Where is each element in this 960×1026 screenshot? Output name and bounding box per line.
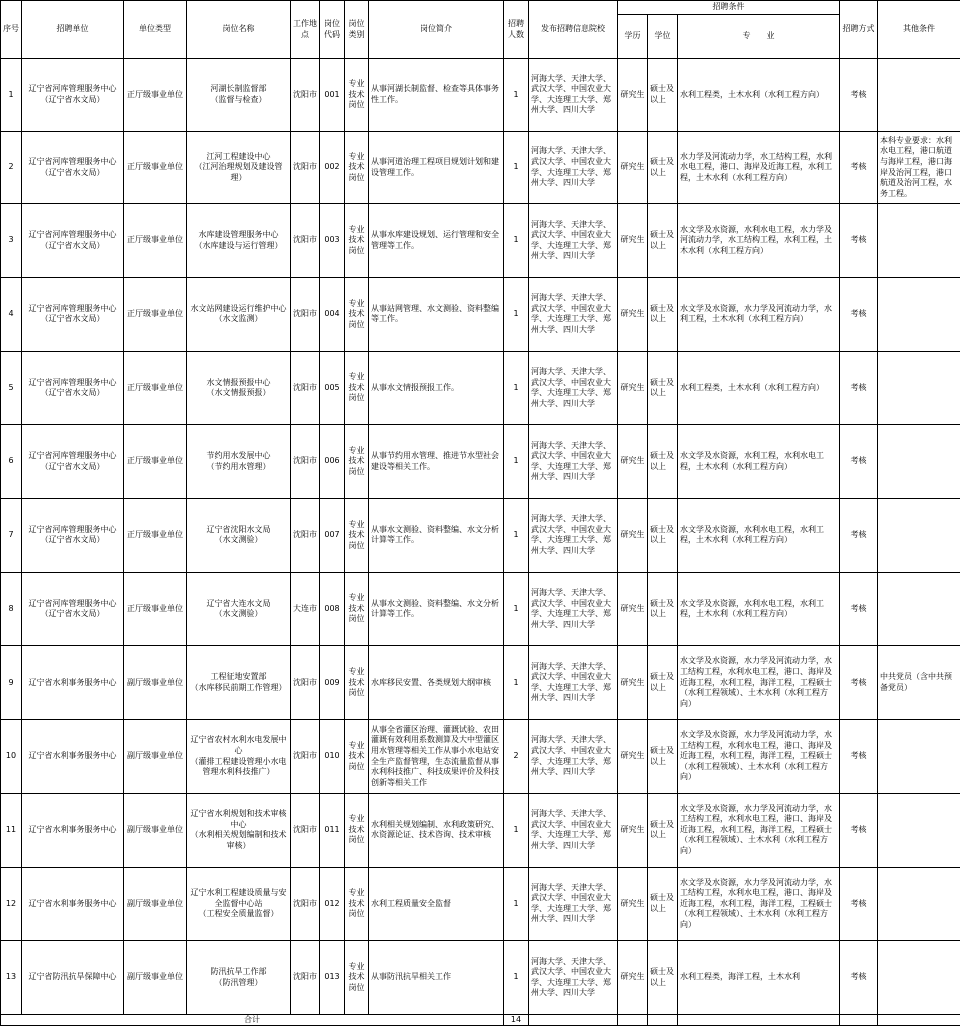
seq-cell: 8 <box>1 572 22 646</box>
seq-cell: 10 <box>1 720 22 794</box>
unit-type-cell: 副厅级事业单位 <box>124 941 187 1015</box>
post-name-cell: 水文情报预报中心 （水文情报预报） <box>187 351 291 425</box>
post-name-cell: 辽宁水利工程建设质量与安全监督中心站 （工程安全质量监督） <box>187 867 291 941</box>
other-cell: 中共党员（含中共预备党员） <box>878 646 960 720</box>
post-category-cell: 专业技术岗位 <box>345 425 369 499</box>
schools-cell: 河海大学、天津大学、武汉大学、中国农业大学、大连理工大学、郑州大学、四川大学 <box>529 278 618 352</box>
schools-cell: 河海大学、天津大学、武汉大学、中国农业大学、大连理工大学、郑州大学、四川大学 <box>529 867 618 941</box>
count-cell: 1 <box>504 499 529 573</box>
major-cell: 水文学及水资源，水力学及河流动力学，水工结构工程，水利水电工程，港口、海岸及近海工程，水利工程，海洋工程，工程硕士（水利工程领域）、土木水利（水利工程方向） <box>678 720 840 794</box>
unit-type-cell: 正厅级事业单位 <box>124 204 187 278</box>
seq-cell: 11 <box>1 793 22 867</box>
method-cell: 考核 <box>840 204 878 278</box>
education-cell: 研究生 <box>618 572 648 646</box>
unit-cell: 辽宁省河库管理服务中心 （辽宁省水文局） <box>22 204 124 278</box>
education-cell: 研究生 <box>618 131 648 204</box>
post-code-cell: 013 <box>320 941 345 1015</box>
post-code-cell: 004 <box>320 278 345 352</box>
total-row <box>1 1015 960 1026</box>
unit-cell: 辽宁省水利事务服务中心 <box>22 867 124 941</box>
unit-type-cell: 副厅级事业单位 <box>124 720 187 794</box>
unit-cell: 辽宁省水利事务服务中心 <box>22 793 124 867</box>
schools-cell: 河海大学、天津大学、武汉大学、中国农业大学、大连理工大学、郑州大学、四川大学 <box>529 793 618 867</box>
post-name-cell: 工程征地安置部 （水库移民前期工作管理） <box>187 646 291 720</box>
schools-cell: 河海大学、天津大学、武汉大学、中国农业大学、大连理工大学、郑州大学、四川大学 <box>529 572 618 646</box>
unit-cell: 辽宁省水利事务服务中心 <box>22 720 124 794</box>
unit-cell: 辽宁省河库管理服务中心 （辽宁省水文局） <box>22 131 124 204</box>
seq-cell: 6 <box>1 425 22 499</box>
unit-cell: 辽宁省河库管理服务中心 （辽宁省水文局） <box>22 351 124 425</box>
method-cell: 考核 <box>840 793 878 867</box>
schools-cell: 河海大学、天津大学、武汉大学、中国农业大学、大连理工大学、郑州大学、四川大学 <box>529 351 618 425</box>
major-cell: 水利工程类，土木水利（水利工程方向） <box>678 59 840 132</box>
header-method: 招聘方式 <box>840 1 878 59</box>
education-cell: 研究生 <box>618 720 648 794</box>
degree-cell: 硕士及以上 <box>648 425 678 499</box>
count-cell: 1 <box>504 867 529 941</box>
table-row <box>1 941 960 1015</box>
post-name-cell: 水库建设管理服务中心 （水库建设与运行管理） <box>187 204 291 278</box>
total-empty-cell <box>878 1015 960 1026</box>
degree-cell: 硕士及以上 <box>648 867 678 941</box>
unit-type-cell: 正厅级事业单位 <box>124 572 187 646</box>
unit-type-cell: 正厅级事业单位 <box>124 499 187 573</box>
location-cell: 沈阳市 <box>291 351 320 425</box>
location-cell: 沈阳市 <box>291 425 320 499</box>
description-cell: 从事河湖长制监督、检查等具体事务性工作。 <box>369 59 504 132</box>
degree-cell: 硕士及以上 <box>648 278 678 352</box>
other-cell <box>878 720 960 794</box>
description-cell: 从事水文测验、资料整编、水文分析计算等工作。 <box>369 572 504 646</box>
major-cell: 水文学及水资源，水利水电工程，水力学及河流动力学，水工结构工程，水利工程，土木水利（水利工程方向） <box>678 204 840 278</box>
other-cell <box>878 425 960 499</box>
count-cell: 1 <box>504 278 529 352</box>
post-category-cell: 专业技术岗位 <box>345 572 369 646</box>
header-other: 其他条件 <box>878 1 960 59</box>
table-row <box>1 720 960 794</box>
seq-cell: 5 <box>1 351 22 425</box>
major-cell: 水力学及河流动力学，水工结构工程，水利水电工程，港口、海岸及近海工程，水利工程，土木水利（水利工程方向） <box>678 131 840 204</box>
unit-cell: 辽宁省水利事务服务中心 <box>22 646 124 720</box>
header-post-code: 岗位代码 <box>320 1 345 59</box>
location-cell: 沈阳市 <box>291 499 320 573</box>
table-row <box>1 131 960 204</box>
major-cell: 水文学及水资源，水利水电工程，水利工程，土木水利（水利工程方向） <box>678 499 840 573</box>
education-cell: 研究生 <box>618 425 648 499</box>
schools-cell: 河海大学、天津大学、武汉大学、中国农业大学、大连理工大学、郑州大学、四川大学 <box>529 131 618 204</box>
major-cell: 水文学及水资源，水力学及河流动力学，水利工程，土木水利（水利工程方向） <box>678 278 840 352</box>
header-post-category: 岗位类别 <box>345 1 369 59</box>
count-cell: 1 <box>504 351 529 425</box>
schools-cell: 河海大学、天津大学、武汉大学、中国农业大学、大连理工大学、郑州大学、四川大学 <box>529 59 618 132</box>
post-code-cell: 010 <box>320 720 345 794</box>
description-cell: 从事水文测验、资料整编、水文分析计算等工作。 <box>369 499 504 573</box>
count-cell: 1 <box>504 131 529 204</box>
unit-cell: 辽宁省防汛抗旱保障中心 <box>22 941 124 1015</box>
post-code-cell: 002 <box>320 131 345 204</box>
method-cell: 考核 <box>840 59 878 132</box>
header-description: 岗位简介 <box>369 1 504 59</box>
post-code-cell: 001 <box>320 59 345 132</box>
header-seq: 序号 <box>1 1 22 59</box>
total-empty-cell <box>648 1015 678 1026</box>
post-category-cell: 专业技术岗位 <box>345 204 369 278</box>
schools-cell: 河海大学、天津大学、武汉大学、中国农业大学、大连理工大学、郑州大学、四川大学 <box>529 425 618 499</box>
seq-cell: 1 <box>1 59 22 132</box>
table-row <box>1 572 960 646</box>
unit-type-cell: 副厅级事业单位 <box>124 793 187 867</box>
major-cell: 水利工程类，土木水利（水利工程方向） <box>678 351 840 425</box>
table-row <box>1 204 960 278</box>
table-row <box>1 499 960 573</box>
post-category-cell: 专业技术岗位 <box>345 720 369 794</box>
schools-cell: 河海大学、天津大学、武汉大学、中国农业大学、大连理工大学、郑州大学、四川大学 <box>529 204 618 278</box>
education-cell: 研究生 <box>618 499 648 573</box>
header-major: 专 业 <box>678 15 840 59</box>
post-category-cell: 专业技术岗位 <box>345 793 369 867</box>
degree-cell: 硕士及以上 <box>648 941 678 1015</box>
location-cell: 沈阳市 <box>291 941 320 1015</box>
description-cell: 从事河道治理工程项目规划计划和建设管理工作。 <box>369 131 504 204</box>
degree-cell: 硕士及以上 <box>648 646 678 720</box>
major-cell: 水文学及水资源，水力学及河流动力学，水工结构工程，水利水电工程，港口、海岸及近海工程，水利工程，海洋工程，工程硕士（水利工程领域）、土木水利（水利工程方向） <box>678 646 840 720</box>
education-cell: 研究生 <box>618 351 648 425</box>
seq-cell: 2 <box>1 131 22 204</box>
education-cell: 研究生 <box>618 59 648 132</box>
total-label: 合计 <box>1 1015 504 1026</box>
location-cell: 沈阳市 <box>291 278 320 352</box>
post-name-cell: 水文站网建设运行维护中心（水文监测） <box>187 278 291 352</box>
post-code-cell: 006 <box>320 425 345 499</box>
method-cell: 考核 <box>840 941 878 1015</box>
post-code-cell: 003 <box>320 204 345 278</box>
education-cell: 研究生 <box>618 646 648 720</box>
post-name-cell: 辽宁省沈阳水文局 （水文测验） <box>187 499 291 573</box>
major-cell: 水文学及水资源，水利工程，水利水电工程，土木水利（水利工程方向） <box>678 425 840 499</box>
other-cell <box>878 59 960 132</box>
unit-type-cell: 正厅级事业单位 <box>124 131 187 204</box>
schools-cell: 河海大学、天津大学、武汉大学、中国农业大学、大连理工大学、郑州大学、四川大学 <box>529 720 618 794</box>
degree-cell: 硕士及以上 <box>648 499 678 573</box>
schools-cell: 河海大学、天津大学、武汉大学、中国农业大学、大连理工大学、郑州大学、四川大学 <box>529 941 618 1015</box>
major-cell: 水文学及水资源，水利水电工程，水利工程，土木水利（水利工程方向） <box>678 572 840 646</box>
method-cell: 考核 <box>840 278 878 352</box>
description-cell: 水利相关规划编制、水利政策研究、水资源论证、技术咨询、技术审核 <box>369 793 504 867</box>
unit-cell: 辽宁省河库管理服务中心 （辽宁省水文局） <box>22 278 124 352</box>
count-cell: 1 <box>504 572 529 646</box>
post-name-cell: 江河工程建设中心 （江河治理规划及建设管理） <box>187 131 291 204</box>
post-code-cell: 009 <box>320 646 345 720</box>
method-cell: 考核 <box>840 499 878 573</box>
post-category-cell: 专业技术岗位 <box>345 867 369 941</box>
major-cell: 水文学及水资源，水力学及河流动力学，水工结构工程，水利水电工程，港口、海岸及近海工程，水利工程，海洋工程，工程硕士（水利工程领域）、土木水利（水利工程方向） <box>678 793 840 867</box>
unit-cell: 辽宁省河库管理服务中心 （辽宁省水文局） <box>22 499 124 573</box>
unit-cell: 辽宁省河库管理服务中心 （辽宁省水文局） <box>22 425 124 499</box>
table-body <box>1 59 960 1015</box>
degree-cell: 硕士及以上 <box>648 204 678 278</box>
post-code-cell: 012 <box>320 867 345 941</box>
post-name-cell: 河湖长制监督部 （监督与检查） <box>187 59 291 132</box>
total-empty-cell <box>618 1015 648 1026</box>
seq-cell: 9 <box>1 646 22 720</box>
unit-type-cell: 正厅级事业单位 <box>124 425 187 499</box>
table-row <box>1 278 960 352</box>
method-cell: 考核 <box>840 131 878 204</box>
seq-cell: 7 <box>1 499 22 573</box>
unit-type-cell: 正厅级事业单位 <box>124 59 187 132</box>
post-code-cell: 008 <box>320 572 345 646</box>
total-empty-cell <box>840 1015 878 1026</box>
table-row <box>1 351 960 425</box>
unit-type-cell: 正厅级事业单位 <box>124 351 187 425</box>
post-name-cell: 辽宁省水利规划和技术审核中心 （水利相关规划编制和技术审核） <box>187 793 291 867</box>
table-row <box>1 425 960 499</box>
post-category-cell: 专业技术岗位 <box>345 131 369 204</box>
post-category-cell: 专业技术岗位 <box>345 278 369 352</box>
method-cell: 考核 <box>840 351 878 425</box>
table-row <box>1 793 960 867</box>
post-name-cell: 防汛抗旱工作部 （防汛管理） <box>187 941 291 1015</box>
description-cell: 从事站网管理、水文测验、资料整编等工作。 <box>369 278 504 352</box>
count-cell: 2 <box>504 720 529 794</box>
post-category-cell: 专业技术岗位 <box>345 351 369 425</box>
unit-cell: 辽宁省河库管理服务中心 （辽宁省水文局） <box>22 59 124 132</box>
degree-cell: 硕士及以上 <box>648 572 678 646</box>
seq-cell: 3 <box>1 204 22 278</box>
count-cell: 1 <box>504 204 529 278</box>
description-cell: 从事水文情报预报工作。 <box>369 351 504 425</box>
method-cell: 考核 <box>840 425 878 499</box>
count-cell: 1 <box>504 941 529 1015</box>
header-unit: 招聘单位 <box>22 1 124 59</box>
total-empty-cell <box>678 1015 840 1026</box>
education-cell: 研究生 <box>618 204 648 278</box>
count-cell: 1 <box>504 793 529 867</box>
header-schools: 发布招聘信息院校 <box>529 1 618 59</box>
description-cell: 从事防汛抗旱相关工作 <box>369 941 504 1015</box>
other-cell <box>878 278 960 352</box>
post-code-cell: 007 <box>320 499 345 573</box>
header-location: 工作地点 <box>291 1 320 59</box>
location-cell: 沈阳市 <box>291 131 320 204</box>
other-cell: 本科专业要求：水利水电工程，港口航道与海岸工程，港口海岸及治河工程，港口航道及治河工程，水务工程。 <box>878 131 960 204</box>
count-cell: 1 <box>504 425 529 499</box>
other-cell <box>878 351 960 425</box>
post-category-cell: 专业技术岗位 <box>345 941 369 1015</box>
other-cell <box>878 867 960 941</box>
method-cell: 考核 <box>840 867 878 941</box>
seq-cell: 13 <box>1 941 22 1015</box>
post-code-cell: 005 <box>320 351 345 425</box>
education-cell: 研究生 <box>618 278 648 352</box>
post-category-cell: 专业技术岗位 <box>345 499 369 573</box>
degree-cell: 硕士及以上 <box>648 720 678 794</box>
unit-type-cell: 正厅级事业单位 <box>124 278 187 352</box>
total-empty-cell <box>529 1015 618 1026</box>
method-cell: 考核 <box>840 720 878 794</box>
table-row <box>1 59 960 132</box>
count-cell: 1 <box>504 646 529 720</box>
seq-cell: 12 <box>1 867 22 941</box>
degree-cell: 硕士及以上 <box>648 131 678 204</box>
table-row <box>1 867 960 941</box>
post-name-cell: 节约用水发展中心 （节约用水管理） <box>187 425 291 499</box>
post-category-cell: 专业技术岗位 <box>345 646 369 720</box>
schools-cell: 河海大学、天津大学、武汉大学、中国农业大学、大连理工大学、郑州大学、四川大学 <box>529 499 618 573</box>
other-cell <box>878 499 960 573</box>
other-cell <box>878 793 960 867</box>
method-cell: 考核 <box>840 646 878 720</box>
major-cell: 水利工程类，海洋工程，土木水利 <box>678 941 840 1015</box>
major-cell: 水文学及水资源，水力学及河流动力学，水工结构工程，水利水电工程，港口、海岸及近海工程，水利工程，海洋工程，工程硕士（水利工程领域）、土木水利（水利工程方向） <box>678 867 840 941</box>
schools-cell: 河海大学、天津大学、武汉大学、中国农业大学、大连理工大学、郑州大学、四川大学 <box>529 646 618 720</box>
location-cell: 沈阳市 <box>291 720 320 794</box>
other-cell <box>878 204 960 278</box>
degree-cell: 硕士及以上 <box>648 793 678 867</box>
education-cell: 研究生 <box>618 941 648 1015</box>
description-cell: 从事水库建设规划、运行管理和安全管理等工作。 <box>369 204 504 278</box>
method-cell: 考核 <box>840 572 878 646</box>
total-count: 14 <box>504 1015 529 1026</box>
description-cell: 从事全省灌区治理、灌溉试验、农田灌溉有效利用系数测算及大中型灌区用水管理等相关工作从事小水电站安全生产监督管理，生态流量监督从事水利科技推广、科技成果评价及科技创新等相关工作 <box>369 720 504 794</box>
other-cell <box>878 572 960 646</box>
unit-type-cell: 副厅级事业单位 <box>124 646 187 720</box>
count-cell: 1 <box>504 59 529 132</box>
location-cell: 沈阳市 <box>291 646 320 720</box>
education-cell: 研究生 <box>618 793 648 867</box>
header-post-name: 岗位名称 <box>187 1 291 59</box>
table-row <box>1 646 960 720</box>
header-unit-type: 单位类型 <box>124 1 187 59</box>
header-count: 招聘人数 <box>504 1 529 59</box>
location-cell: 沈阳市 <box>291 867 320 941</box>
degree-cell: 硕士及以上 <box>648 351 678 425</box>
degree-cell: 硕士及以上 <box>648 59 678 132</box>
unit-cell: 辽宁省河库管理服务中心 （辽宁省水文局） <box>22 572 124 646</box>
description-cell: 从事节约用水管理、推进节水型社会建设等相关工作。 <box>369 425 504 499</box>
description-cell: 水利工程质量安全监督 <box>369 867 504 941</box>
education-cell: 研究生 <box>618 867 648 941</box>
post-category-cell: 专业技术岗位 <box>345 59 369 132</box>
location-cell: 大连市 <box>291 572 320 646</box>
location-cell: 沈阳市 <box>291 793 320 867</box>
header-conditions: 招聘条件 <box>618 1 840 15</box>
post-name-cell: 辽宁省大连水文局 （水文测验） <box>187 572 291 646</box>
description-cell: 水库移民安置、各类规划大纲审核 <box>369 646 504 720</box>
header-row-1 <box>1 1 960 15</box>
unit-type-cell: 副厅级事业单位 <box>124 867 187 941</box>
location-cell: 沈阳市 <box>291 59 320 132</box>
location-cell: 沈阳市 <box>291 204 320 278</box>
header-education: 学历 <box>618 15 648 59</box>
header-degree: 学位 <box>648 15 678 59</box>
other-cell <box>878 941 960 1015</box>
post-name-cell: 辽宁省农村水利水电发展中心 （灌排工程建设管理小水电管理水利科技推广） <box>187 720 291 794</box>
post-code-cell: 011 <box>320 793 345 867</box>
seq-cell: 4 <box>1 278 22 352</box>
